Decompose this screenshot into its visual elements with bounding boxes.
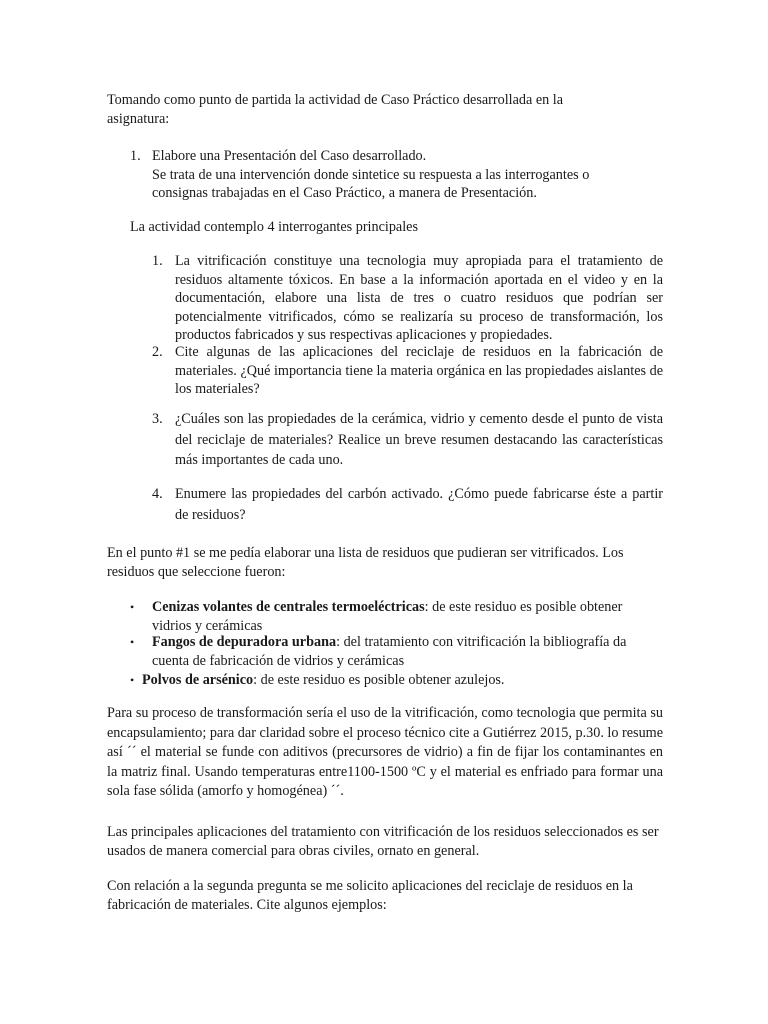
task-detail: Se trata de una intervención donde sintetice su respuesta a las interrogantes o consignas trabajadas en el Caso Práctico, a manera de Presentación.: [152, 166, 590, 201]
question-number: 4.: [152, 486, 163, 502]
applications-paragraph: Las principales aplicaciones del tratamiento con vitrificación de los residuos seleccionados es ser usados de manera comercial para obras civiles, ornato en general.: [107, 824, 659, 859]
bullet-icon: •: [130, 673, 135, 687]
question-number: 2.: [152, 344, 163, 360]
bullet-icon: •: [130, 635, 135, 649]
process-paragraph: Para su proceso de transformación sería el uso de la vitrificación, como tecnologia que permita su encapsulamiento; para dar claridad sobre el proceso técnico cite a Gutiérrez 2015, p.30. lo resume así ´´ el material se funde con aditivos (precursores de vidrio) a fin de fijar los contaminantes en la matriz final. Usando temperaturas entre1100-1500 ºC y el material es enfriado para formar una sola fase sólida (amorfo y homogénea) ´´.: [107, 705, 663, 800]
residue-desc: : del tratamiento con vitrificación la bibliografía da cuenta de fabricación de vidrios y cerámicas: [152, 634, 627, 669]
intro-paragraph: Tomando como punto de partida la actividad de Caso Práctico desarrollada en la asignatura:: [107, 92, 564, 127]
question-number: 3.: [152, 411, 163, 427]
question-text: Enumere las propiedades del carbón activado. ¿Cómo puede fabricarse éste a partir de residuos?: [175, 486, 663, 523]
residue-term: Polvos de arsénico: [142, 672, 254, 688]
question-number: 1.: [152, 253, 163, 269]
second-question-paragraph: Con relación a la segunda pregunta se me solicito aplicaciones del reciclaje de residuos en la fabricación de materiales. Cite algunos ejemplos:: [107, 878, 633, 913]
residue-term: Fangos de depuradora urbana: [152, 634, 337, 650]
residue-desc: : de este residuo es posible obtener vidrios y cerámicas: [152, 599, 623, 634]
question-text: Cite algunas de las aplicaciones del reciclaje de residuos en la fabricación de materiales. ¿Qué importancia tiene la materia orgánica en las propiedades aislantes de los materiales?: [175, 344, 663, 397]
residue-desc: : de este residuo es posible obtener azulejos.: [253, 672, 505, 688]
question-text: ¿Cuáles son las propiedades de la cerámica, vidrio y cemento desde el punto de vista del reciclaje de materiales? Realice un breve resumen destacando las características más importantes de cada uno.: [175, 411, 663, 468]
task-number: 1.: [130, 148, 141, 164]
residue-term: Cenizas volantes de centrales termoeléctricas: [152, 599, 425, 615]
point1-paragraph: En el punto #1 se me pedía elaborar una lista de residuos que pudieran ser vitrificados. Los residuos que seleccione fueron:: [107, 545, 624, 580]
questions-intro: La actividad contemplo 4 interrogantes principales: [130, 219, 418, 235]
bullet-icon: •: [130, 600, 135, 614]
question-text: La vitrificación constituye una tecnologia muy apropiada para el tratamiento de residuos altamente tóxicos. En base a la información aportada en el video y en la documentación, elabore una lista de tres o cuatro residuos que podrían ser potencialmente vitrificados, cómo se realizaría su proceso de transformación, los productos fabricados y sus respectivas aplicaciones y propiedades.: [175, 253, 663, 343]
task-title: Elabore una Presentación del Caso desarrollado.: [152, 148, 427, 164]
